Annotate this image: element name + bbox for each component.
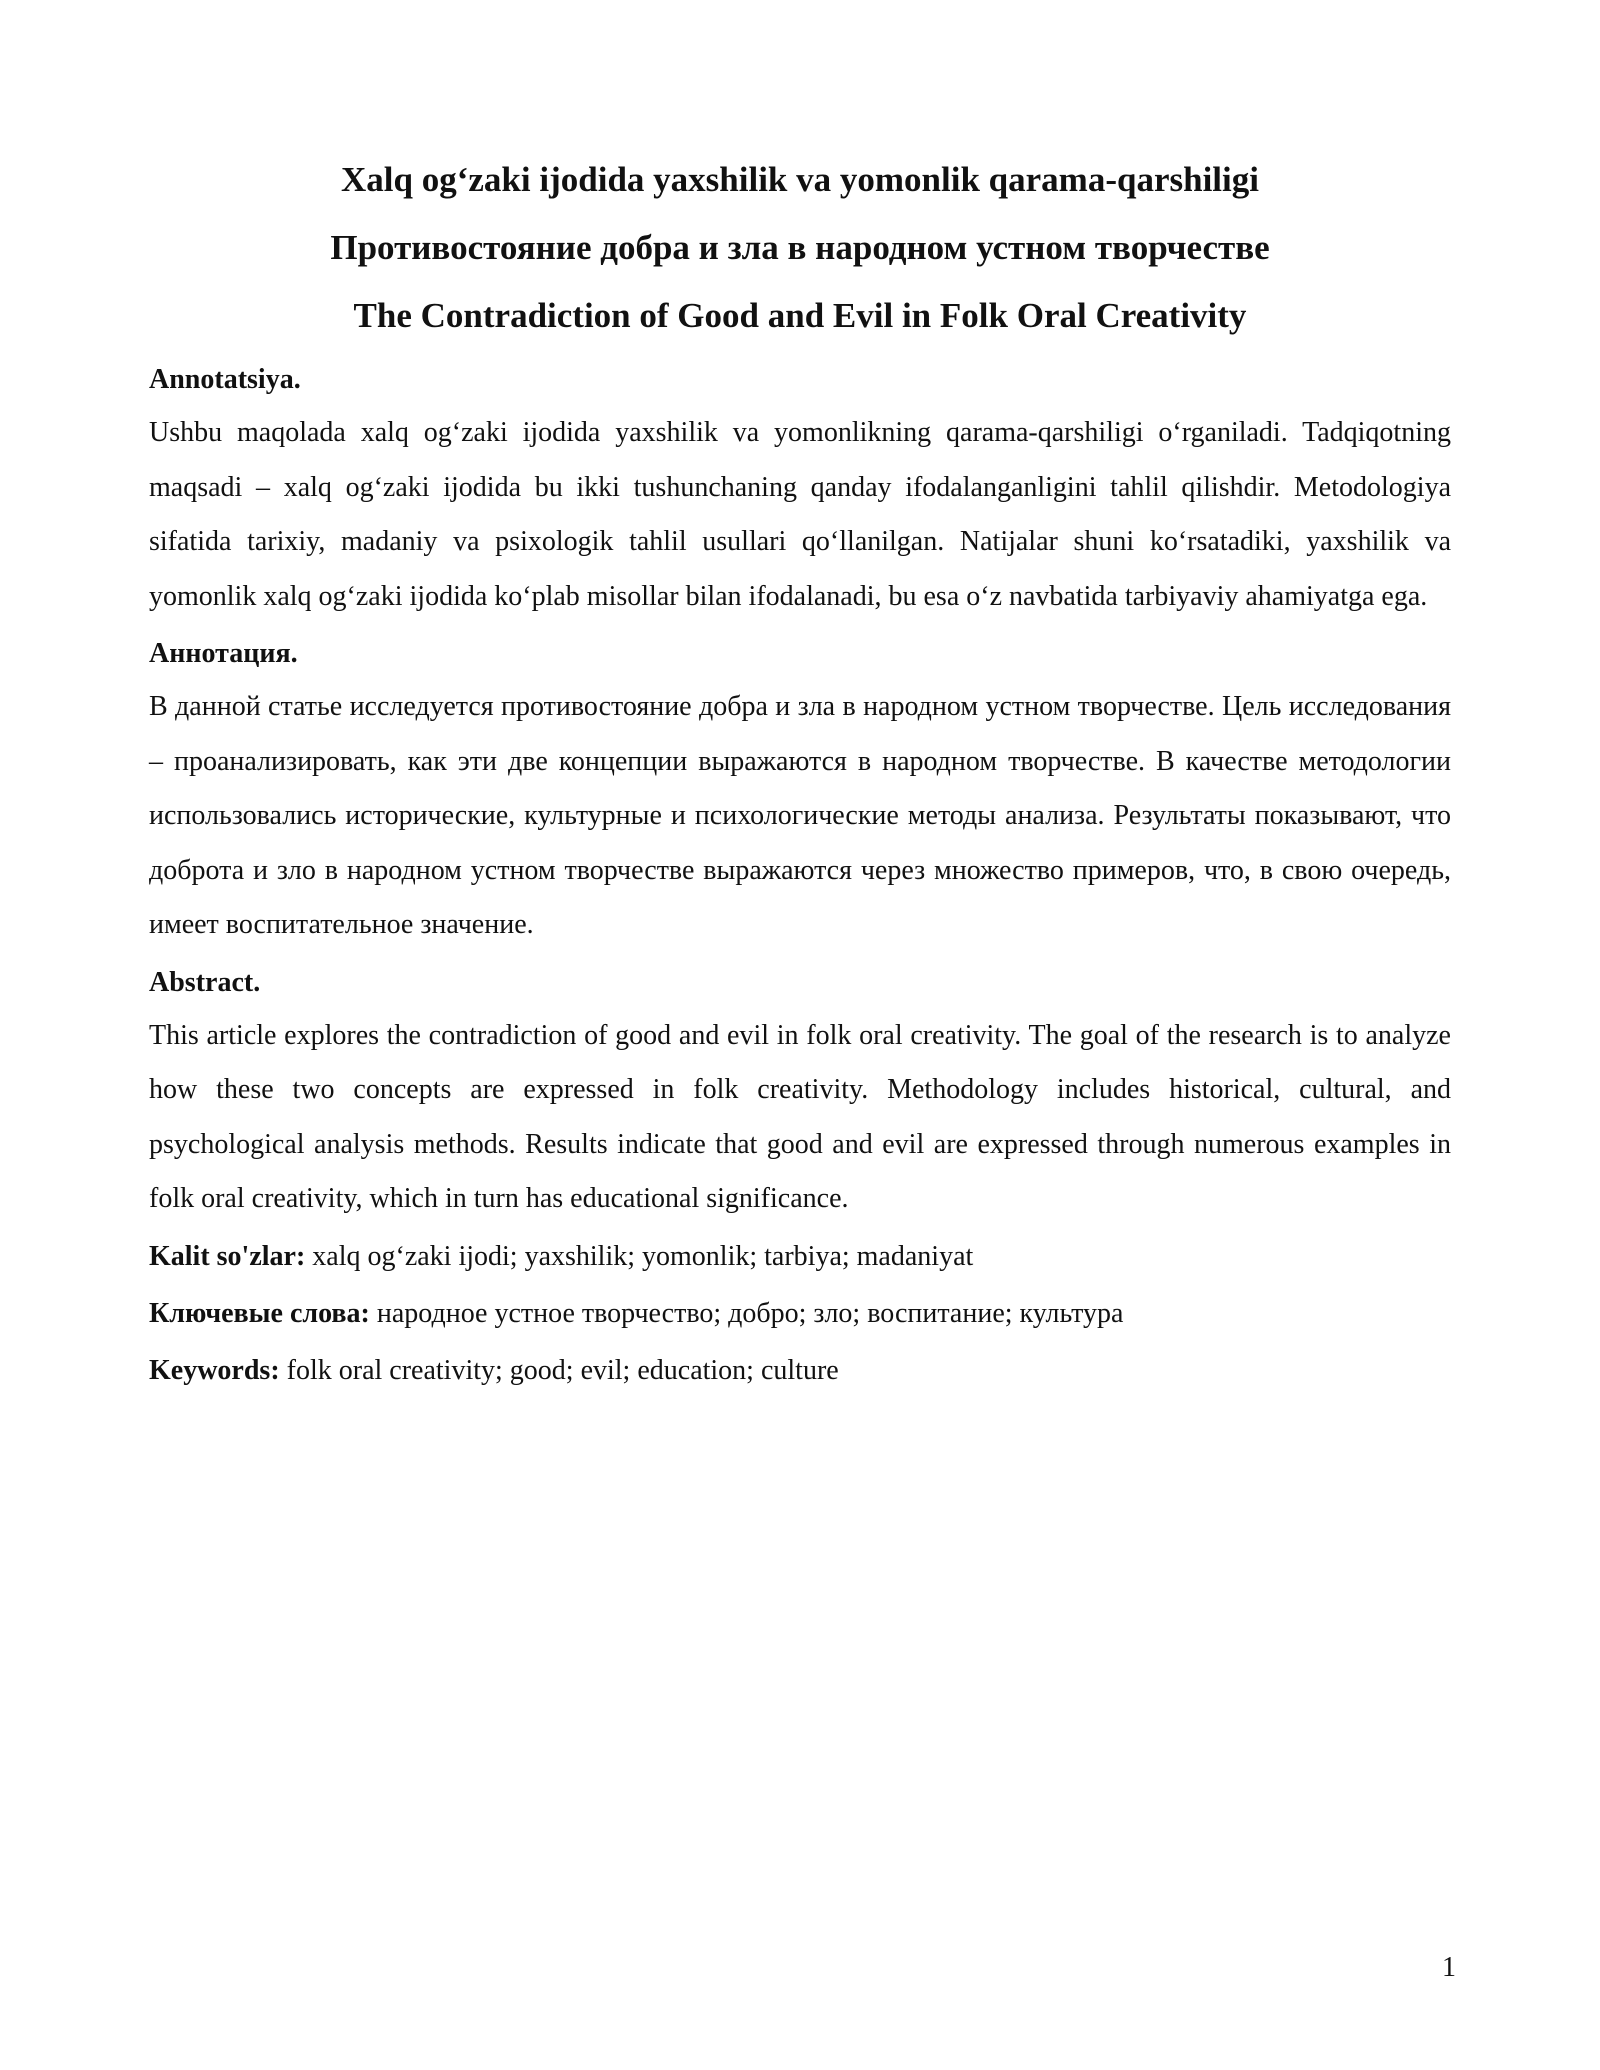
abstract-heading-russian: Аннотация. [149,638,298,669]
abstract-text-english: This article explores the contradiction of good and evil in folk oral creativity. The goal of the research is to analyze how these two concepts are expressed in folk creativity. Methodology includes historical, cultural, and psychological analysis methods. Results indicate that good and evil are expressed through numerous examples in folk oral creativity, which in turn has educational significance. [149,1019,1451,1214]
keywords-label-english: Keywords: [149,1354,280,1386]
abstract-heading-english: Abstract. [149,966,261,998]
keywords-english [149,1353,1451,1389]
page-content [149,146,1451,1410]
abstract-text-uzbek: Ushbu maqolada xalq og‘zaki ijodida yaxshilik va yomonlikning qarama-qarshiligi o‘rganiladi. Tadqiqotning maqsadi – xalq og‘zaki ijodida bu ikki tushunchaning qanday ifodalanganligini tahlil qilishdir. Metodologiya sifatida tarixiy, madaniy va psixologik tahlil usullari qo‘llanilgan. Natijalar shuni ko‘rsatadiki, yaxshilik va yomonlik xalq og‘zaki ijodida ko‘plab misollar bilan ifodalanadi, bu esa o‘z navbatida tarbiyaviy ahamiyatga ega. [149,417,1451,612]
keywords-text-english: folk oral creativity; good; evil; education; culture [286,1354,839,1386]
keywords-label-uzbek: Kalit so'zlar: [149,1240,306,1272]
title-english: The Contradiction of Good and Evil in Folk Oral Creativity [353,296,1247,335]
keywords-text-uzbek: xalq og‘zaki ijodi; yaxshilik; yomonlik; tarbiya; madaniyat [312,1240,974,1272]
page-number: 1 [1442,1952,1456,1983]
abstract-heading-uzbek: Annotatsiya. [149,364,301,395]
title-russian: Противостояние добра и зла в народном устном творчестве [330,228,1270,267]
keywords-uzbek [149,1239,1451,1275]
keywords-text-russian: народное устное творчество; добро; зло; воспитание; культура [376,1297,1124,1329]
keywords-russian [149,1296,1451,1332]
abstract-text-russian: В данной статье исследуется противостояние добра и зла в народном устном творчестве. Цель исследования – проанализировать, как эти две концепции выражаются в народном творчестве. В качестве методологии использовались исторические, культурные и психологические методы анализа. Результаты показывают, что доброта и зло в народном устном творчестве выражаются через множество примеров, что, в свою очередь, имеет воспитательное значение. [149,691,1451,940]
title-uzbek: Xalq og‘zaki ijodida yaxshilik va yomonlik qarama-qarshiligi [341,160,1259,199]
keywords-label-russian: Ключевые слова: [149,1297,370,1329]
